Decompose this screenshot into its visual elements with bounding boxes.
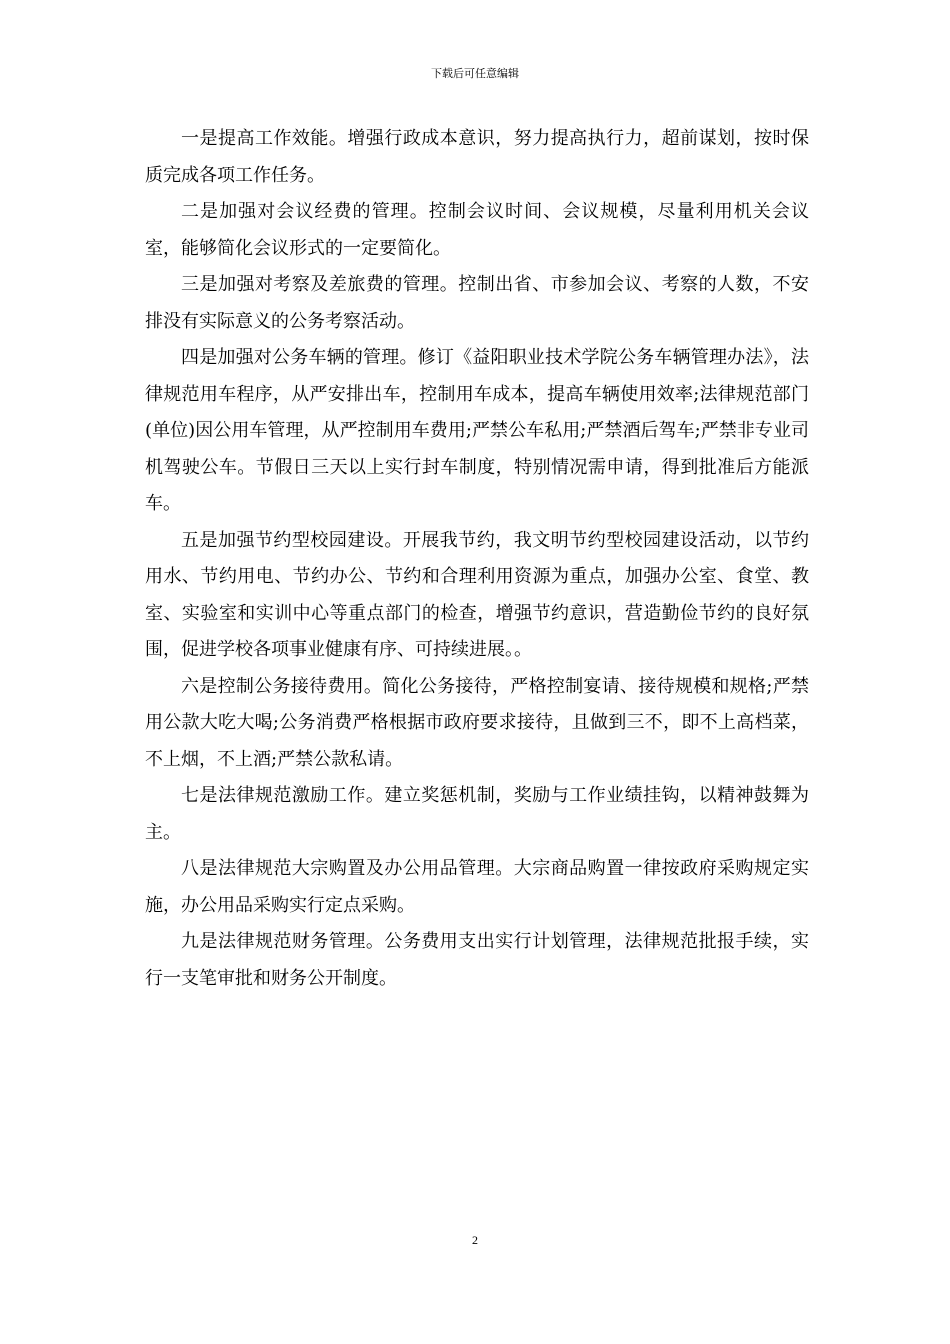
paragraph-9: 九是法律规范财务管理。公务费用支出实行计划管理，法律规范批报手续，实行一支笔审批和财务公开制度。 [145,931,809,989]
paragraph-2: 二是加强对会议经费的管理。控制会议时间、会议规模，尽量利用机关会议室，能够简化会议形式的一定要简化。 [145,201,809,259]
page-header: 下载后可任意编辑 [431,67,519,80]
paragraph-7: 七是法律规范激励工作。建立奖惩机制，奖励与工作业绩挂钩，以精神鼓舞为主。 [145,785,809,843]
paragraph-4: 四是加强对公务车辆的管理。修订《益阳职业技术学院公务车辆管理办法》，法律规范用车程序，从严安排出车，控制用车成本，提高车辆使用效率;法律规范部门(单位)因公用车管理，从严控制用车费用;严禁公车私用;严禁酒后驾车;严禁非专业司机驾驶公车。节假日三天以上实行封车制度，特别情况需申请，得到批准后方能派车。 [145,347,809,514]
page-number: 2 [472,1233,478,1247]
paragraph-1: 一是提高工作效能。增强行政成本意识，努力提高执行力，超前谋划，按时保质完成各项工作任务。 [145,128,809,186]
paragraph-3: 三是加强对考察及差旅费的管理。控制出省、市参加会议、考察的人数，不安排没有实际意义的公务考察活动。 [145,274,809,332]
paragraph-6: 六是控制公务接待费用。简化公务接待，严格控制宴请、接待规模和规格;严禁用公款大吃大喝;公务消费严格根据市政府要求接待，且做到三不，即不上高档菜，不上烟，不上酒;严禁公款私请。 [145,675,809,770]
document-body [145,121,809,997]
paragraph-5: 五是加强节约型校园建设。开展我节约，我文明节约型校园建设活动，以节约用水、节约用电、节约办公、节约和合理利用资源为重点，加强办公室、食堂、教室、实验室和实训中心等重点部门的检查，增强节约意识，营造勤俭节约的良好氛围，促进学校各项事业健康有序、可持续进展。。 [145,529,809,660]
paragraph-8: 八是法律规范大宗购置及办公用品管理。大宗商品购置一律按政府采购规定实施，办公用品采购实行定点采购。 [145,858,809,916]
